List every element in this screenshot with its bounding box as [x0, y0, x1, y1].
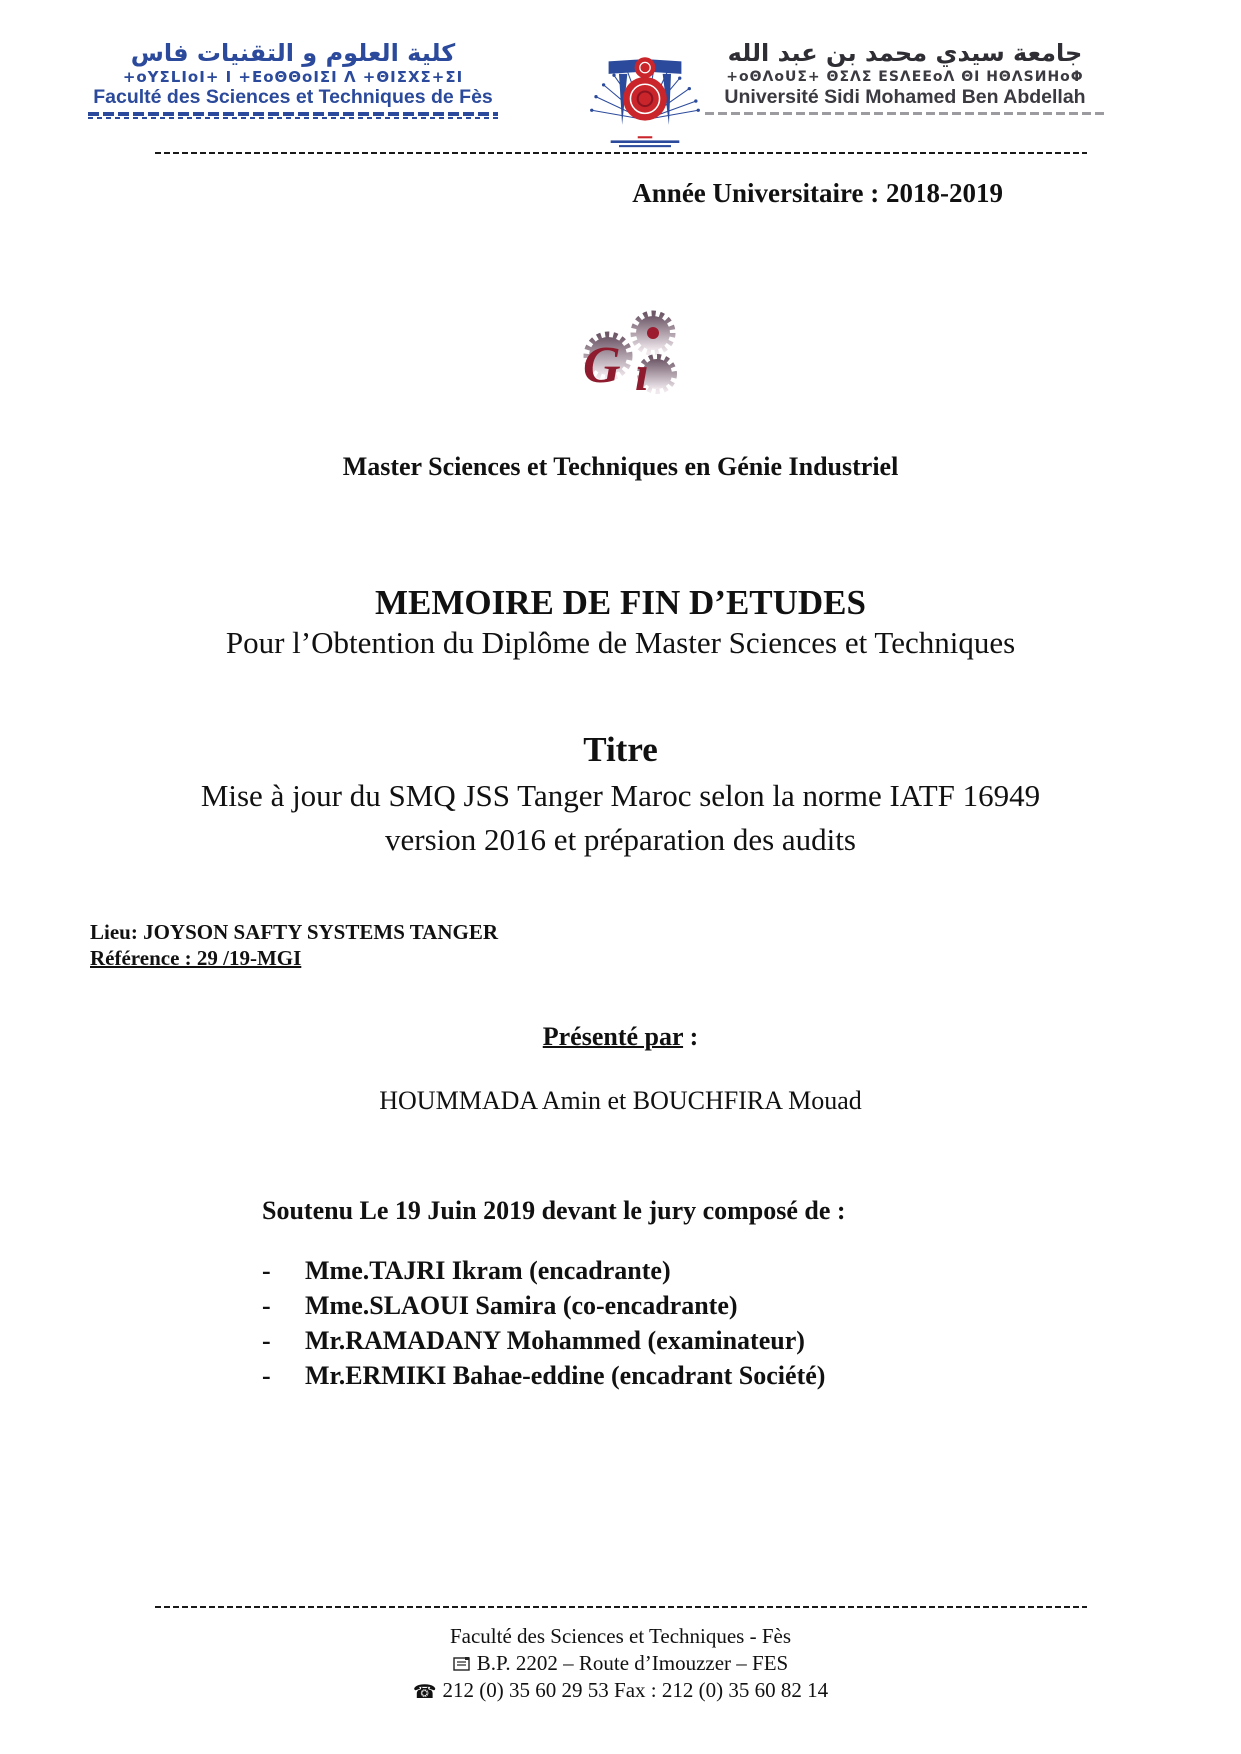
- presented-by-colon: :: [683, 1022, 699, 1051]
- footer-address: [0, 1651, 1241, 1676]
- footer-faculty-name: Faculté des Sciences et Techniques - Fès: [449, 1624, 792, 1648]
- gi-i-dot: [647, 327, 659, 339]
- mail-icon: [453, 1654, 471, 1676]
- gi-letter-g: G: [583, 337, 621, 394]
- usmba-arabic-name: جامعة سيدي محمد بن عبد الله: [727, 39, 1083, 67]
- footer-phone-text: 212 (0) 35 60 29 53 Fax : 212 (0) 35 60 82 14: [442, 1678, 829, 1702]
- defense-statement: Soutenu Le 19 Juin 2019 devant le jury composé de :: [262, 1196, 846, 1225]
- program-title: Master Sciences et Techniques en Génie Industriel: [342, 452, 899, 481]
- phone-icon: ☎: [412, 1681, 437, 1703]
- jury-member-name: Mr.RAMADANY Mohammed (examinateur): [305, 1326, 805, 1355]
- fst-french-name: Faculté des Sciences et Techniques de Fès: [93, 86, 493, 109]
- gi-letter-i: ı: [635, 345, 649, 398]
- fst-decorative-dashes-2: [88, 117, 498, 119]
- footer-address-text: B.P. 2202 – Route d’Imouzzer – FES: [476, 1651, 789, 1675]
- usmba-emblem-icon: [585, 26, 705, 156]
- jury-member-name: Mme.SLAOUI Samira (co-encadrante): [305, 1291, 738, 1320]
- jury-member-row: [262, 1328, 825, 1356]
- fst-arabic-name: كلية العلوم و التقنيات فاس: [130, 39, 456, 67]
- jury-bullet: -: [262, 1361, 271, 1390]
- usmba-tifinagh-name: +oΘΛoUΣ+ ΘΣΛΣ ΕSΛΕΕoΛ ΘΙ ΗΘΛSИНoΦ: [726, 69, 1084, 86]
- jury-bullet: -: [262, 1291, 271, 1320]
- jury-member-name: Mme.TAJRI Ikram (encadrante): [305, 1256, 671, 1285]
- usmba-french-name: Université Sidi Mohamed Ben Abdellah: [724, 86, 1086, 109]
- jury-list: [262, 1258, 825, 1398]
- thesis-reference: Référence : 29 /19-MGI: [90, 946, 302, 970]
- usmba-decorative-dashes: [705, 112, 1105, 115]
- presented-by-label: Présenté par: [542, 1022, 684, 1051]
- thesis-title-line1: Mise à jour du SMQ JSS Tanger Maroc selon la norme IATF 16949: [200, 778, 1041, 813]
- memoire-subtitle: Pour l’Obtention du Diplôme de Master Sciences et Techniques: [225, 625, 1016, 660]
- thesis-title-line2: version 2016 et préparation des audits: [385, 822, 856, 857]
- footer-phone: [0, 1678, 1241, 1703]
- internship-location: Lieu: JOYSON SAFTY SYSTEMS TANGER: [90, 920, 499, 944]
- jury-member-row: [262, 1293, 825, 1321]
- footer-separator-dashes: [155, 1606, 1087, 1608]
- jury-bullet: -: [262, 1256, 271, 1285]
- presented-by-heading: [0, 1022, 1241, 1052]
- fst-decorative-dashes: [88, 112, 498, 116]
- genie-industriel-logo: [573, 308, 691, 398]
- fst-tifinagh-name: +oYΣLIoI+ I +EoΘΘoIΣI Λ +ΘIΣXΣ+ΣI: [122, 68, 464, 87]
- jury-member-name: Mr.ERMIKI Bahae-eddine (encadrant Société): [305, 1361, 826, 1390]
- academic-year: Année Universitaire : 2018-2019: [632, 178, 1003, 208]
- jury-bullet: -: [262, 1326, 271, 1355]
- titre-label: Titre: [583, 730, 658, 769]
- authors-names: HOUMMADA Amin et BOUCHFIRA Mouad: [379, 1086, 862, 1115]
- jury-member-row: [262, 1258, 825, 1286]
- jury-member-row: [262, 1363, 825, 1391]
- usmba-logo-block: [705, 40, 1105, 115]
- memoire-title: MEMOIRE DE FIN D’ETUDES: [374, 583, 866, 622]
- header-separator-dashes: [155, 152, 1087, 154]
- fst-logo-block: [88, 40, 498, 119]
